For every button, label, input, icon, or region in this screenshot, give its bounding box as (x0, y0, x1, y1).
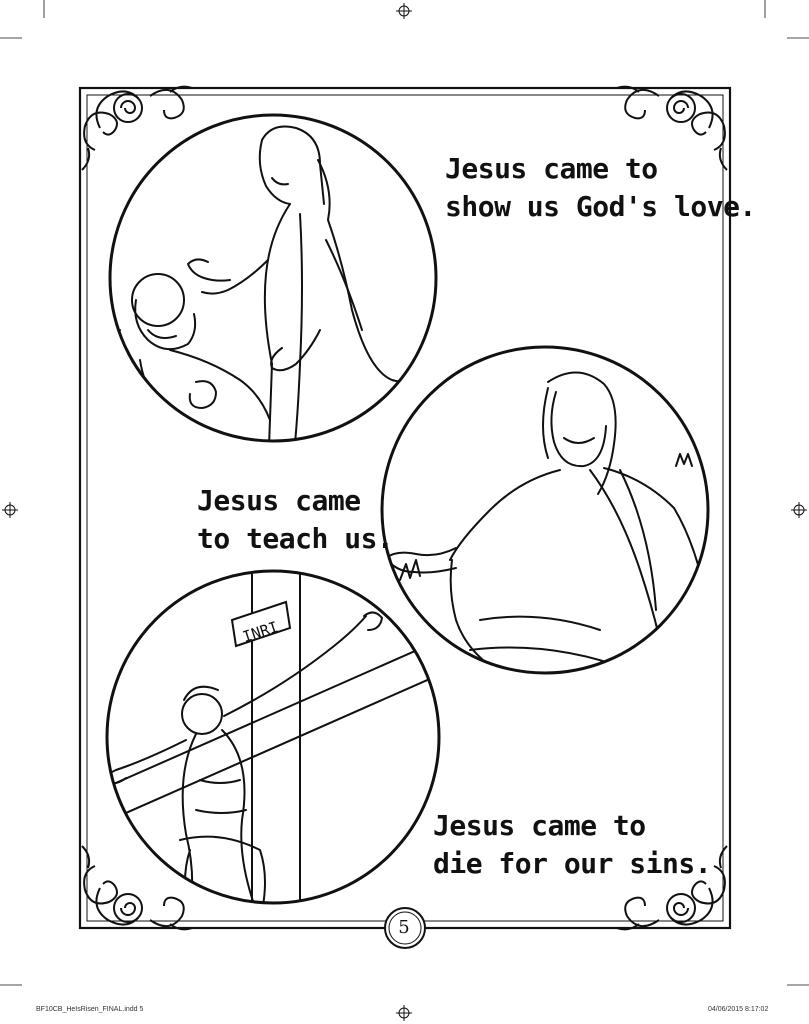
caption-line: show us God's love. (445, 190, 756, 223)
registration-mark-icon (791, 502, 807, 518)
scene-crucifixion (100, 570, 450, 920)
cross-sign-text: INRI (240, 617, 281, 647)
caption-line: to teach us. (197, 522, 394, 555)
page-number: 5 (398, 917, 410, 938)
registration-mark-icon (396, 1005, 412, 1021)
print-slug-file: BF10CB_HeIsRisen_FINAL.indd 5 (36, 1006, 144, 1013)
scene-healing (107, 115, 436, 474)
caption-line: Jesus came to (433, 809, 646, 842)
caption-show-love (445, 150, 756, 226)
registration-mark-icon (2, 502, 18, 518)
print-slug-timestamp: 04/06/2015 8:17:02 (708, 1006, 769, 1013)
caption-line: Jesus came to (445, 152, 658, 185)
caption-line: die for our sins. (433, 847, 712, 880)
caption-teach-us (197, 482, 393, 558)
scene-teaching (382, 347, 714, 690)
caption-line: Jesus came (197, 484, 361, 517)
registration-mark-icon (396, 3, 412, 19)
caption-die-for-sins (433, 807, 711, 883)
